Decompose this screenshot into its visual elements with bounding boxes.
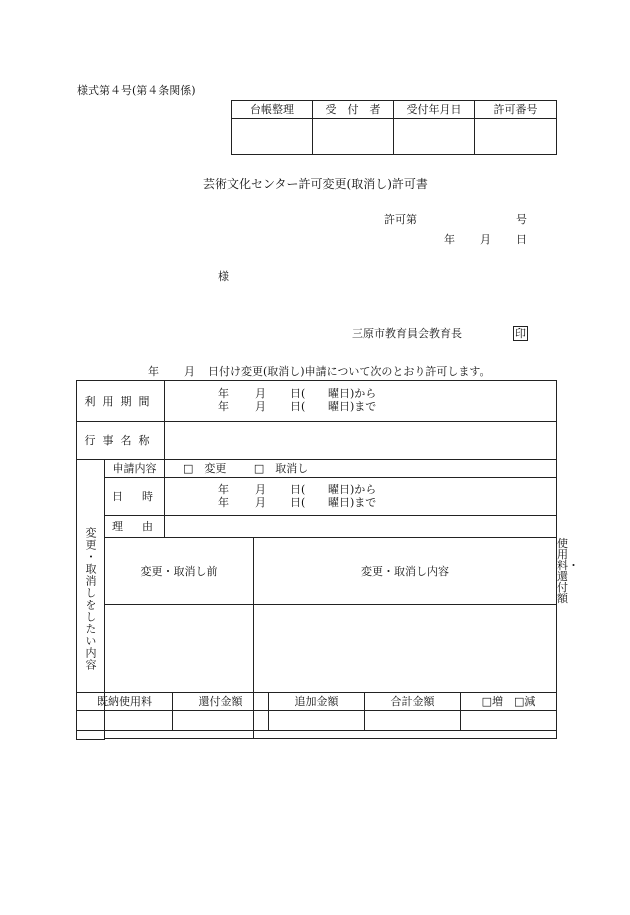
office-header-received-date: 受付年月日 bbox=[394, 101, 475, 119]
fee-header-increase-decrease[interactable]: □増 □減 bbox=[461, 693, 557, 711]
column-before-change: 変更・取消し前 bbox=[105, 538, 254, 605]
office-header-ledger: 台帳整理 bbox=[232, 101, 313, 119]
event-name-label: 行事名称 bbox=[77, 422, 165, 460]
option-change[interactable]: □ 変更 bbox=[183, 462, 227, 475]
office-cell-ledger[interactable] bbox=[232, 119, 313, 155]
office-header-receiver: 受 付 者 bbox=[313, 101, 394, 119]
office-use-table bbox=[231, 100, 557, 155]
intro-month: 月 bbox=[184, 365, 195, 378]
usage-period-from: 年 月 日( 曜日)から bbox=[218, 387, 377, 400]
fee-header-additional: 追加金額 bbox=[269, 693, 365, 711]
office-cell-receiver[interactable] bbox=[313, 119, 394, 155]
main-form-table: 利用期間 年 月 日( 曜日)から 年 月 日( 曜日)まで 行事名称 変更・取消しをしたい内容 申請内容 □ 変更 □ 取消し 日 時 年 月 日( 曜日)から 年 月 日( 曜日)まで 理 由 変更・取消し前 変更・取消し内容 使用料・還付額 bbox=[76, 380, 557, 740]
event-name-value[interactable] bbox=[165, 422, 557, 460]
intro-text: 日付け変更(取消し)申請について次のとおり許可します。 bbox=[208, 365, 491, 378]
office-cell-received-date[interactable] bbox=[394, 119, 475, 155]
seal-mark: 印 bbox=[515, 327, 526, 340]
issue-date-day: 日 bbox=[516, 233, 527, 246]
issuer-name: 三原市教育員会教育長 bbox=[352, 327, 462, 340]
issue-date-year: 年 bbox=[444, 233, 455, 246]
request-contents-label: 申請内容 bbox=[105, 460, 165, 478]
addressee-suffix: 様 bbox=[218, 270, 229, 283]
datetime-from: 年 月 日( 曜日)から bbox=[218, 482, 377, 496]
datetime-value[interactable] bbox=[165, 478, 557, 516]
form-label: 様式第４号(第４条関係) bbox=[77, 84, 196, 97]
fee-cell-total[interactable] bbox=[365, 711, 461, 731]
intro-year: 年 bbox=[148, 365, 159, 378]
permit-number-suffix: 号 bbox=[516, 213, 527, 226]
fee-header-total: 合計金額 bbox=[365, 693, 461, 711]
column-change-contents: 変更・取消し内容 bbox=[254, 538, 557, 605]
fee-cell-increase-decrease[interactable] bbox=[461, 711, 557, 731]
request-contents-options[interactable] bbox=[165, 460, 557, 478]
fee-header-refund: 還付金額 bbox=[173, 693, 269, 711]
fee-header-paid: 既納使用料 bbox=[77, 693, 173, 711]
change-section-vertical-label: 変更・取消しをしたい内容 bbox=[77, 460, 105, 740]
issue-date-month: 月 bbox=[480, 233, 491, 246]
usage-period-value[interactable] bbox=[165, 381, 557, 422]
usage-period-label: 利用期間 bbox=[77, 381, 165, 422]
fee-table bbox=[76, 692, 557, 731]
permit-number-prefix: 許可第 bbox=[384, 213, 417, 226]
document-title: 芸術文化センター許可変更(取消し)許可書 bbox=[203, 177, 428, 191]
usage-period-to: 年 月 日( 曜日)まで bbox=[218, 400, 377, 413]
reason-label: 理 由 bbox=[105, 516, 165, 538]
reason-value[interactable] bbox=[165, 516, 557, 538]
datetime-label: 日 時 bbox=[105, 478, 165, 516]
office-cell-permit-number[interactable] bbox=[475, 119, 557, 155]
fee-cell-refund[interactable] bbox=[173, 711, 269, 731]
fee-cell-additional[interactable] bbox=[269, 711, 365, 731]
office-header-permit-number: 許可番号 bbox=[475, 101, 557, 119]
datetime-to: 年 月 日( 曜日)まで bbox=[218, 495, 377, 509]
option-cancel[interactable]: □ 取消し bbox=[253, 462, 309, 475]
fee-cell-paid[interactable] bbox=[77, 711, 173, 731]
